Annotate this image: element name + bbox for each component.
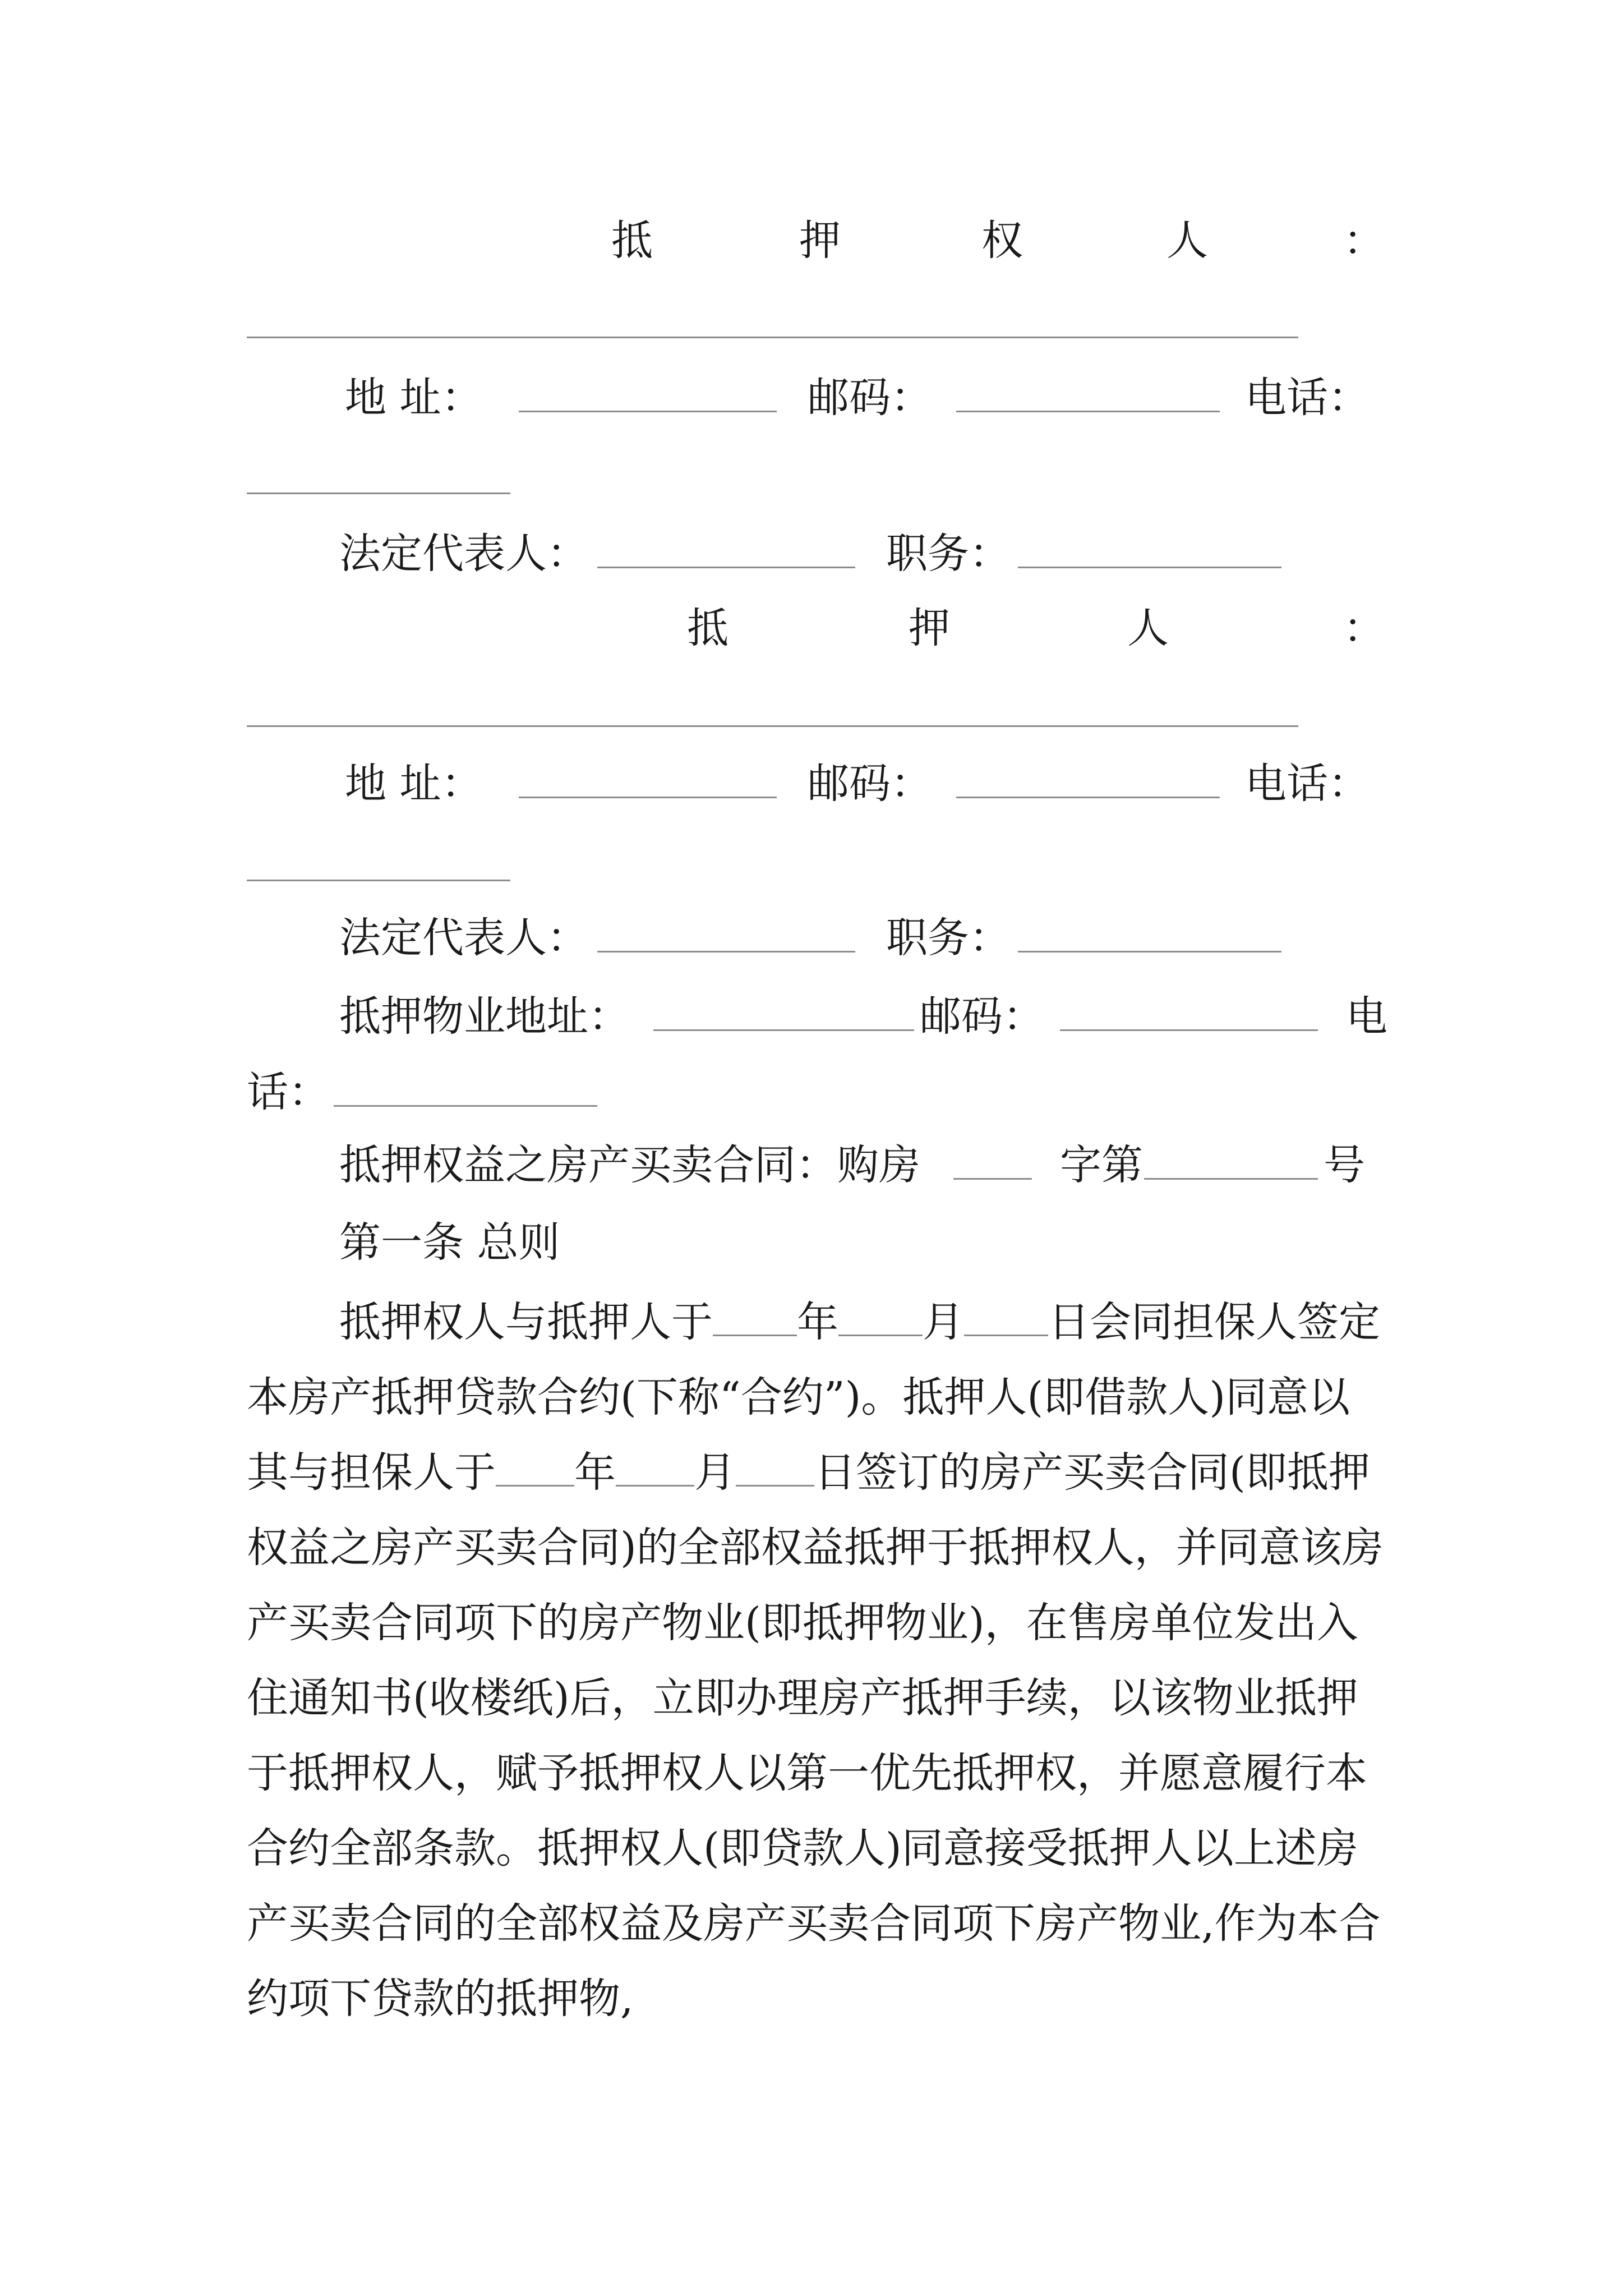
property-phone-label-2: 话： (247, 1068, 330, 1116)
address-blank (519, 763, 777, 798)
address-label: 地 址： (345, 374, 483, 422)
mortgagee-heading-colon: ： (1343, 217, 1385, 265)
rep-label: 法定代表人： (339, 914, 588, 962)
property-zip-label: 邮码： (920, 992, 1044, 1041)
article-1-month-2: 月 (694, 1448, 736, 1497)
title-label: 职务： (886, 914, 1011, 962)
day-blank-2 (736, 1452, 814, 1487)
mortgagor-name-blank (247, 725, 1298, 727)
title-blank (1018, 917, 1281, 953)
year-blank-2 (496, 1452, 574, 1487)
article-1-seg-3: 日签订的房产买卖合同(即抵押权益之房产买卖合同)的全部权益抵押于抵押权人，并同意该房产买卖合同项下的房产物业(即抵押物业)，在售房单位发出入住通知书(收楼纸)后，立即办理房产抵押手续，以该物业抵押于抵押权人，赋予抵押权人以第一优先抵押权，并愿意履行本合约全部条款。抵押权人(即贷款人)同意接受抵押人以上述房产买卖合同的全部权益及房产买卖合同项下房产物业,作为本合约项下贷款的抵押物, (247, 1448, 1384, 2023)
mortgagee-heading-char: 押 (799, 217, 841, 265)
mortgagor-heading-char: 抵 (687, 604, 728, 652)
title-label: 职务： (886, 530, 1011, 578)
contract-ref-suffix: 号 (1324, 1141, 1365, 1189)
property-phone-blank (334, 1071, 597, 1107)
month-blank-2 (616, 1452, 694, 1487)
contract-ref-blank-2 (1144, 1144, 1318, 1180)
article-1-title: 第一条 总则 (339, 1218, 560, 1267)
article-1-month: 月 (923, 1298, 964, 1346)
mortgagee-phone-blank (247, 493, 510, 494)
article-1-paragraph (247, 1285, 1391, 2036)
month-blank (838, 1302, 923, 1336)
contract-ref-blank-1 (953, 1144, 1032, 1180)
mortgagee-heading-char: 抵 (611, 217, 653, 265)
mortgagee-name-blank (247, 337, 1298, 338)
article-1-seg-2: 日会同担保人签定本房产抵押贷款合约(下称“合约”)。抵押人(即借款人)同意以其与担保人于 (247, 1298, 1380, 1497)
contract-ref-prefix: 抵押权益之房产买卖合同：购房 (339, 1141, 920, 1189)
article-1-seg-1: 抵押权人与抵押人于 (339, 1298, 713, 1346)
property-phone-label-1: 电 (1346, 992, 1387, 1041)
mortgagor-heading-char: 押 (909, 604, 950, 652)
mortgagee-heading-char: 权 (981, 217, 1023, 265)
mortgagor-heading-colon: ： (1343, 604, 1385, 652)
phone-label: 电话： (1245, 760, 1370, 808)
address-blank (519, 377, 777, 412)
zip-blank (956, 763, 1220, 798)
zip-label: 邮码： (808, 760, 932, 808)
rep-label: 法定代表人： (339, 530, 588, 578)
contract-ref-mid: 字第 (1060, 1141, 1143, 1189)
title-blank (1018, 533, 1281, 568)
rep-blank (597, 533, 855, 568)
zip-label: 邮码： (808, 374, 932, 422)
address-label: 地 址： (345, 760, 483, 808)
year-blank (713, 1302, 797, 1336)
phone-label: 电话： (1245, 374, 1370, 422)
property-address-blank (653, 996, 914, 1031)
property-zip-blank (1060, 996, 1318, 1031)
day-blank (964, 1302, 1048, 1336)
mortgagee-heading-char: 人 (1166, 217, 1208, 265)
article-1-year-2: 年 (574, 1448, 616, 1497)
property-address-label: 抵押物业地址： (339, 992, 630, 1041)
mortgagor-phone-blank (247, 880, 510, 881)
mortgagor-heading-char: 人 (1127, 604, 1169, 652)
article-1-body (247, 1285, 1391, 2036)
zip-blank (956, 377, 1220, 412)
article-1-year: 年 (797, 1298, 838, 1346)
rep-blank (597, 917, 855, 953)
